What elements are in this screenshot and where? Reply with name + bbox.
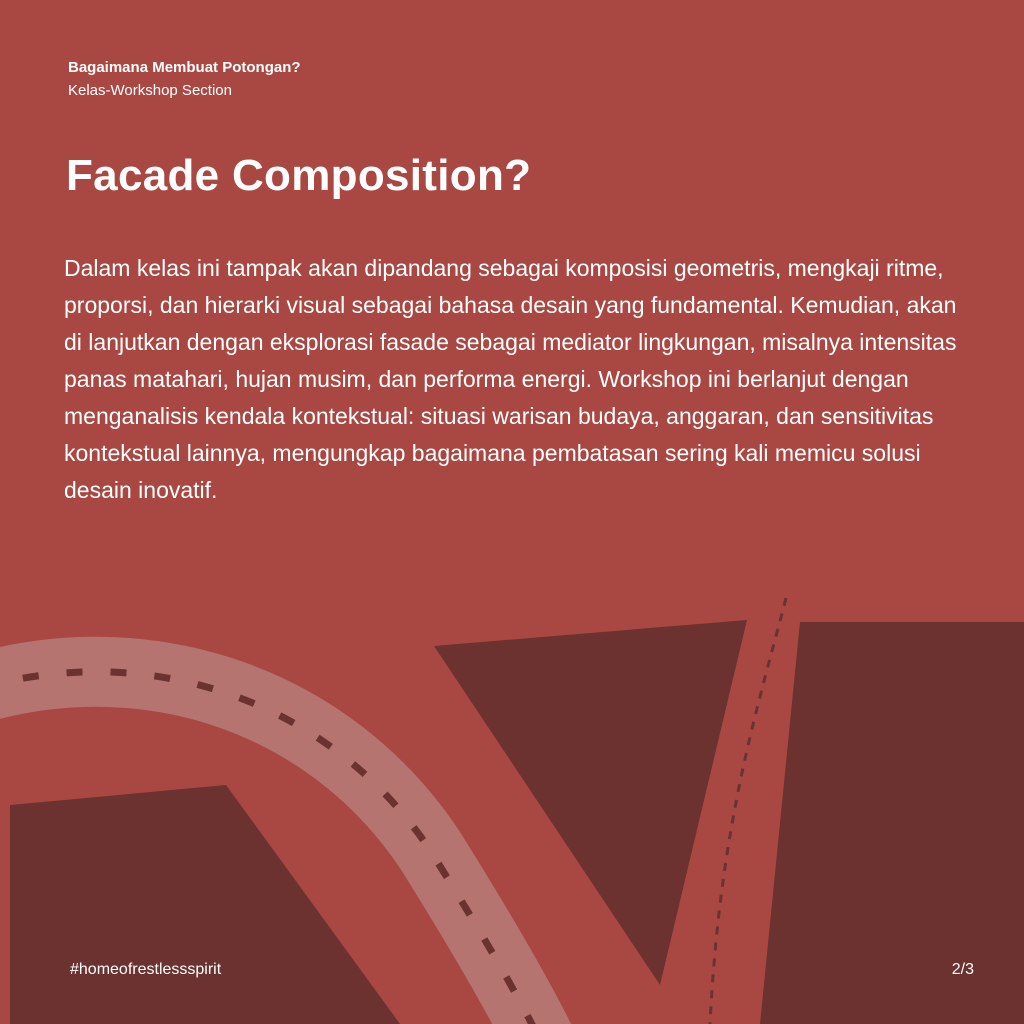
kicker-title: Bagaimana Membuat Potongan? xyxy=(68,59,301,76)
page-title: Facade Composition? xyxy=(66,151,532,200)
hashtag-label: #homeofrestlessspirit xyxy=(70,961,222,978)
page-indicator: 2/3 xyxy=(951,961,974,978)
section-subtitle: Kelas-Workshop Section xyxy=(68,82,232,99)
body-paragraph: Dalam kelas ini tampak akan dipandang sebagai komposisi geometris, mengkaji ritme, proporsi, dan hierarki visual sebagai bahasa desain yang fundamental. Kemudian, akan di lanjutkan dengan eksplorasi fasade sebagai mediator lingkungan, misalnya intensitas panas matahari, hujan musim, dan performa energi. Workshop ini berlanjut dengan menganalisis kendala kontekstual: situasi warisan budaya, anggaran, dan sensitivitas kontekstual lainnya, mengungkap bagaimana pembatasan sering kali memicu solusi desain inovatif. xyxy=(64,255,957,503)
block-bottom-left xyxy=(10,785,400,1024)
block-right xyxy=(760,622,1024,1024)
